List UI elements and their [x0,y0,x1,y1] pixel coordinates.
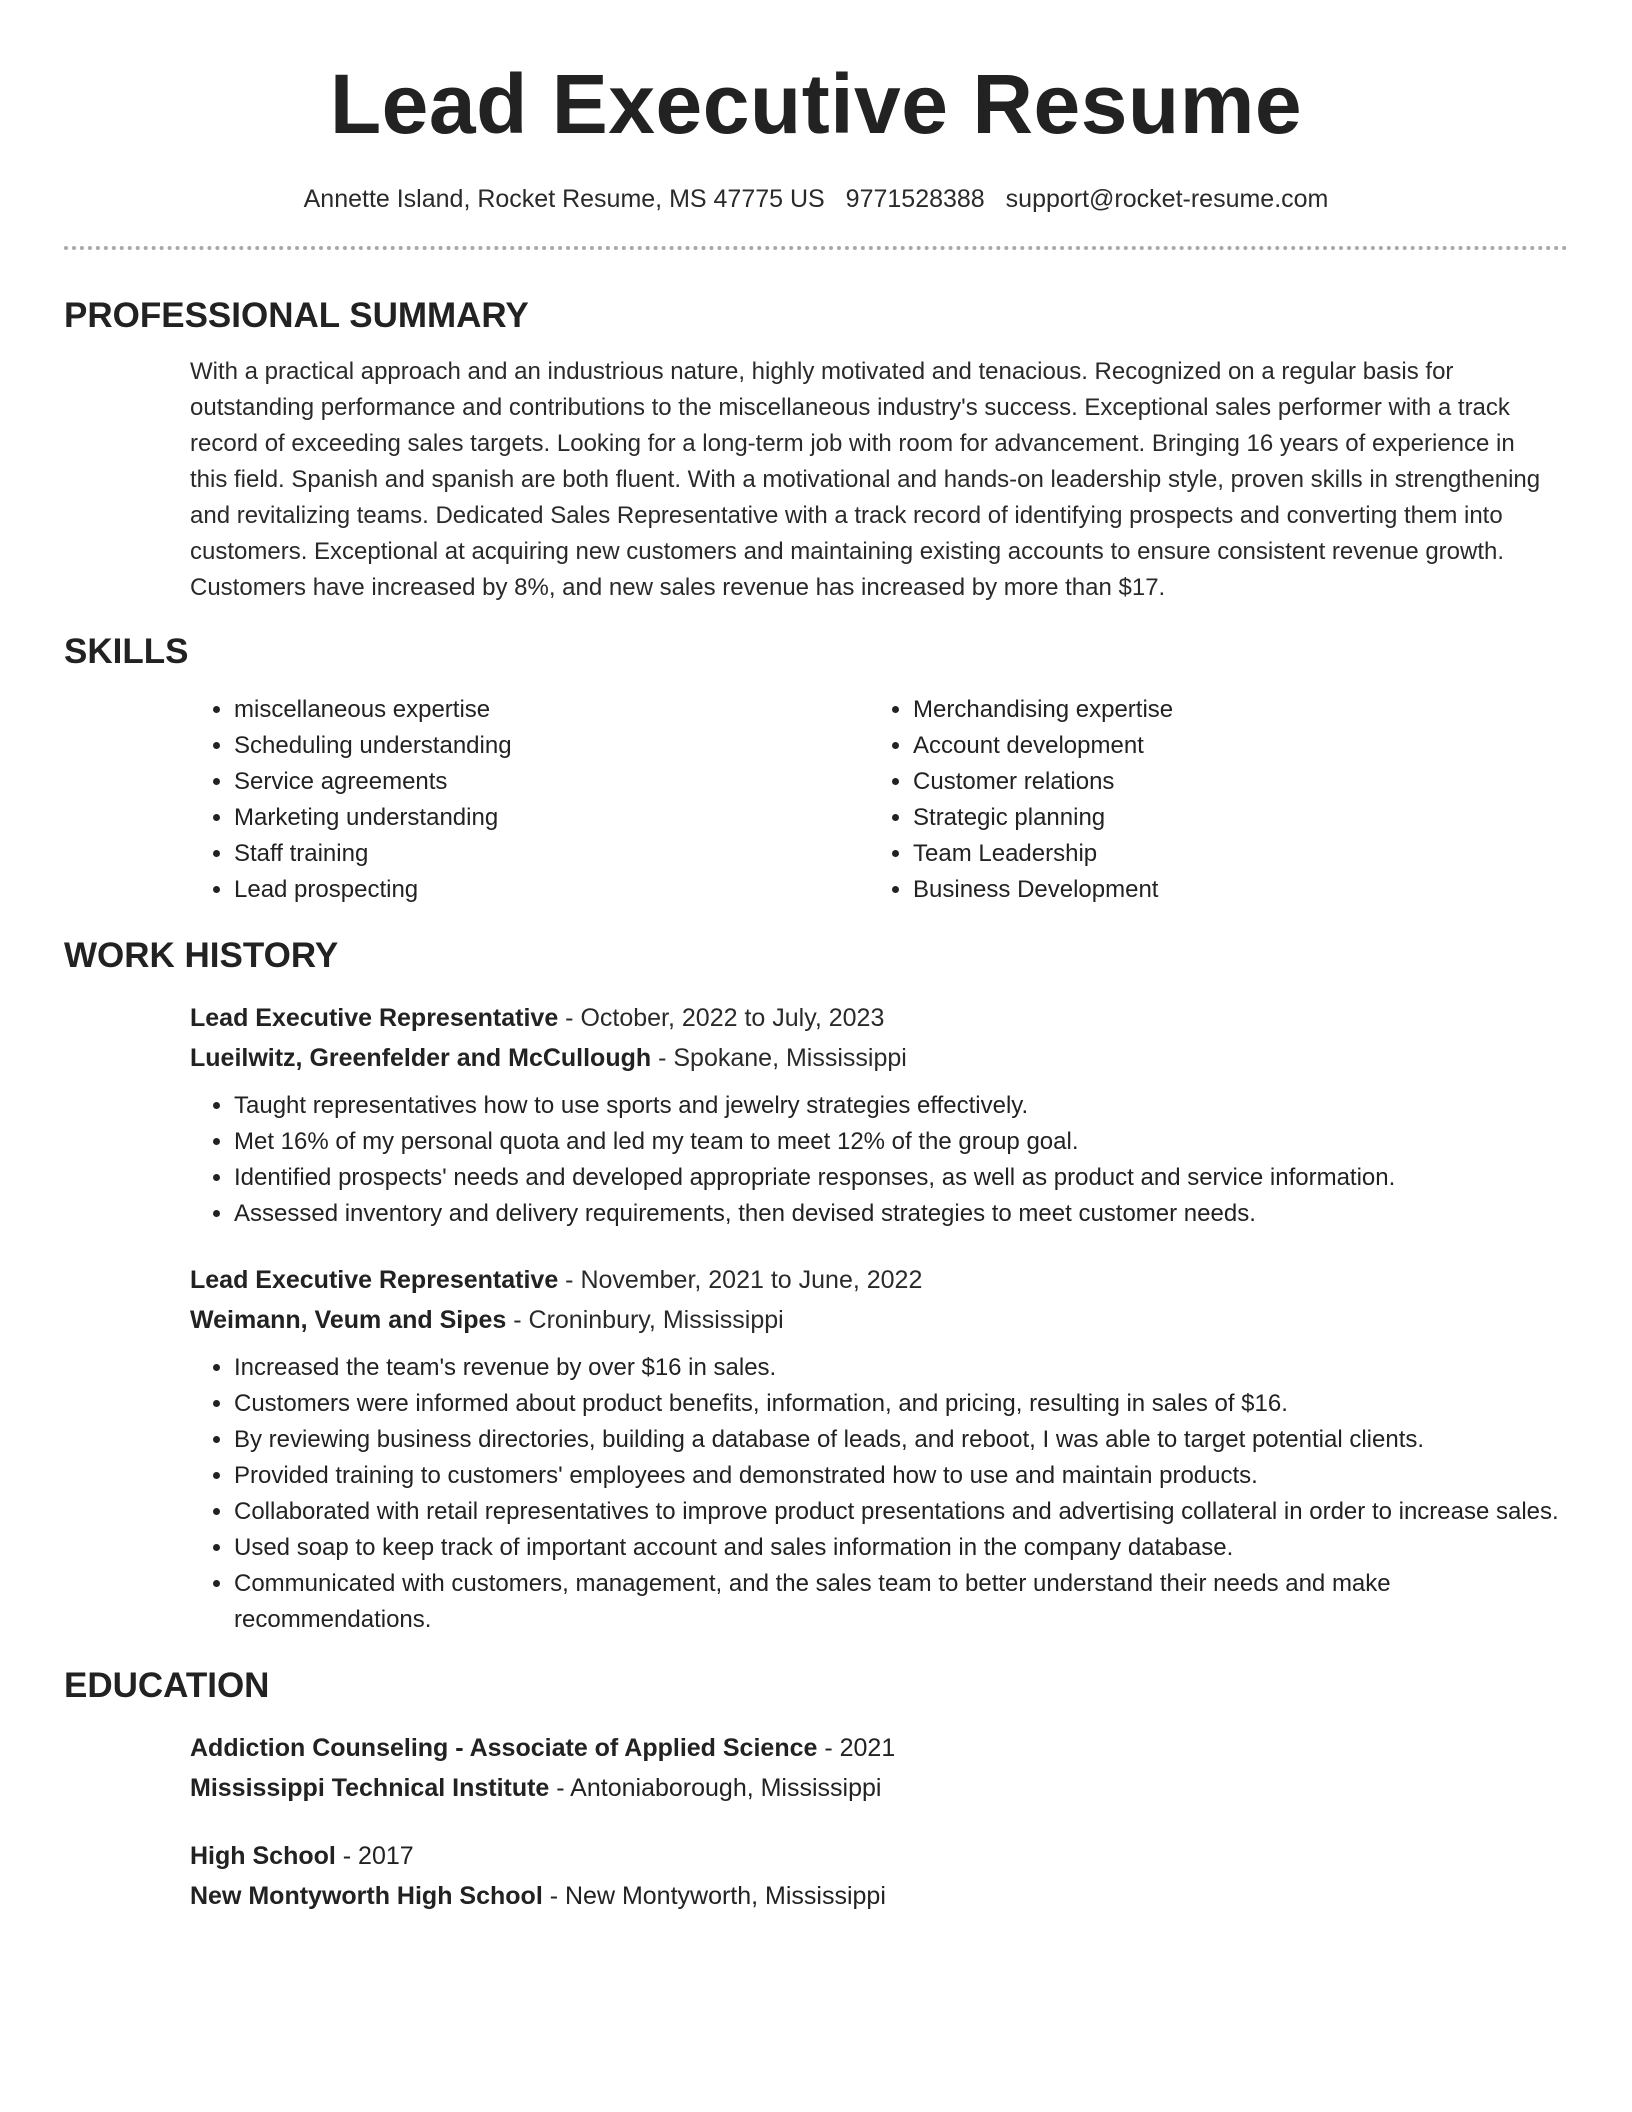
skill-item: • Strategic planning [913,800,1568,836]
education-degree: High School [190,1842,336,1870]
skill-item: • miscellaneous expertise [234,692,869,728]
skill-item: • Merchandising expertise [913,692,1568,728]
contact-phone: 9771528388 [845,185,985,213]
job-company-line [190,1038,1568,1078]
contact-email: support@rocket-resume.com [1005,185,1329,213]
contact-line [64,182,1568,216]
education-school-line [190,1768,1568,1808]
job-dates: - November, 2021 to June, 2022 [558,1266,923,1294]
header-divider [64,246,1568,250]
education-location: - New Montyworth, Mississippi [542,1882,886,1910]
skill-item: • Staff training [234,836,869,872]
job-location: - Spokane, Mississippi [651,1044,907,1072]
education-degree-line [190,1728,1568,1768]
job-bullet: • Assessed inventory and delivery requirements, then devised strategies to meet customer needs. [234,1196,1568,1232]
summary-heading: PROFESSIONAL SUMMARY [64,296,529,335]
job-bullet: • Used soap to keep track of important account and sales information in the company database. [234,1530,1568,1566]
job-bullet: • By reviewing business directories, building a database of leads, and reboot, I was able to target potential clients. [234,1422,1568,1458]
skills-column-left [190,692,869,908]
resume-title: Lead Executive Resume [329,57,1303,151]
education-school: Mississippi Technical Institute [190,1774,550,1802]
job-title: Lead Executive Representative [190,1266,559,1294]
skill-item: • Scheduling understanding [234,728,869,764]
skills-list [190,692,1568,908]
education-entry [190,1836,1568,1916]
skill-item: • Service agreements [234,764,869,800]
skill-item: • Account development [913,728,1568,764]
job-bullet: • Provided training to customers' employees and demonstrated how to use and maintain products. [234,1458,1568,1494]
skill-item: • Business Development [913,872,1568,908]
education-school-line [190,1876,1568,1916]
job-bullet: • Collaborated with retail representatives to improve product presentations and advertising collateral in order to increase sales. [234,1494,1568,1530]
job-entry [190,1260,1568,1638]
job-company: Lueilwitz, Greenfelder and McCullough [190,1044,652,1072]
education-year: - 2017 [335,1842,414,1870]
job-location: - Croninbury, Mississippi [506,1306,784,1334]
work-history-heading: WORK HISTORY [64,936,339,975]
skills-heading: SKILLS [64,632,189,671]
job-bullet: • Increased the team's revenue by over $16 in sales. [234,1350,1568,1386]
education-heading: EDUCATION [64,1666,270,1705]
job-bullet: • Identified prospects' needs and developed appropriate responses, as well as product and service information. [234,1160,1568,1196]
job-bullet: • Met 16% of my personal quota and led my team to meet 12% of the group goal. [234,1124,1568,1160]
education-degree: Addiction Counseling - Associate of Applied Science [190,1734,818,1762]
education-degree-line [190,1836,1568,1876]
education-entry [190,1728,1568,1808]
job-title: Lead Executive Representative [190,1004,559,1032]
job-bullet: • Communicated with customers, management, and the sales team to better understand their needs and make recommendations. [234,1566,1568,1638]
skill-item: • Customer relations [913,764,1568,800]
job-entry [190,998,1568,1232]
job-bullets [190,1350,1568,1638]
skill-item: • Lead prospecting [234,872,869,908]
job-bullets [190,1088,1568,1232]
job-bullet: • Customers were informed about product benefits, information, and pricing, resulting in sales of $16. [234,1386,1568,1422]
job-bullet: • Taught representatives how to use sports and jewelry strategies effectively. [234,1088,1568,1124]
job-title-line [190,1260,1568,1300]
job-company: Weimann, Veum and Sipes [190,1306,507,1334]
skill-item: • Marketing understanding [234,800,869,836]
skills-column-right [869,692,1568,908]
education-school: New Montyworth High School [190,1882,543,1910]
skill-item: • Team Leadership [913,836,1568,872]
job-title-line [190,998,1568,1038]
summary-text: With a practical approach and an industrious nature, highly motivated and tenacious. Recognized on a regular basis for outstanding performance and contributions to the miscellaneous industry's success. Exceptional sales performer with a track record of exceeding sales targets. Looking for a long-term job with room for advancement. Bringing 16 years of experience in this field. Spanish and spanish are both fluent. With a motivational and hands-on leadership style, proven skills in strengthening and revitalizing teams. Dedicated Sales Representative with a track record of identifying prospects and converting them into customers. Exceptional at acquiring new customers and maintaining existing accounts to ensure consistent revenue growth. Customers have increased by 8%, and new sales revenue has increased by more than $17. [190,358,1541,601]
contact-address: Annette Island, Rocket Resume, MS 47775 US [303,185,825,213]
job-dates: - October, 2022 to July, 2023 [558,1004,885,1032]
job-company-line [190,1300,1568,1340]
education-location: - Antoniaborough, Mississippi [549,1774,882,1802]
education-year: - 2021 [817,1734,896,1762]
